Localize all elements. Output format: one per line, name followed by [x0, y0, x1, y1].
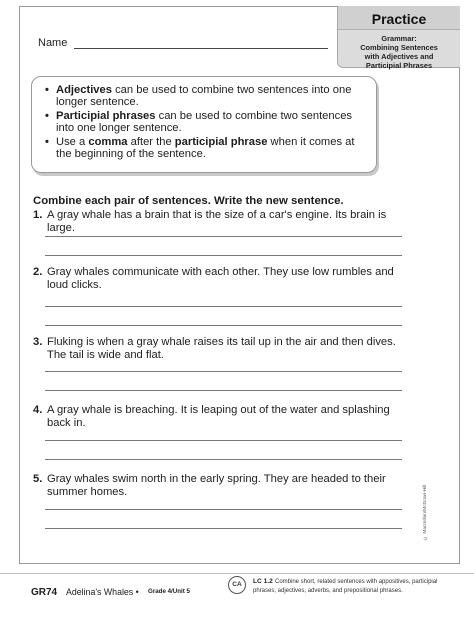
standard-description: Combine short, related sentences with appositives, participial phrases, adjectives, adverbs, and prepositional phrases.	[253, 579, 438, 594]
answer-line[interactable]	[45, 255, 402, 256]
question-4: 4. A gray whale is breaching. It is leaping out of the water and splashing back in.	[33, 404, 390, 430]
tip-comma: • Use a comma after the participial phrase when it comes at the beginning of the sentence.	[45, 135, 355, 161]
practice-label: Practice	[338, 6, 460, 30]
bullet-icon: •	[45, 84, 49, 96]
answer-line[interactable]	[45, 390, 402, 391]
answer-line[interactable]	[45, 528, 402, 529]
page-code: GR74	[31, 587, 58, 598]
question-3: 3. Fluking is when a gray whale raises its tail up in the air and then dives. The tail is wide and flat.	[33, 336, 396, 362]
tip-participial-phrases: • Participial phrases can be used to combine two sentences into one longer sentence.	[45, 109, 353, 135]
answer-line[interactable]	[45, 306, 402, 307]
question-5: 5. Gray whales swim north in the early spring. They are headed to their summer homes.	[33, 473, 386, 499]
answer-line[interactable]	[45, 459, 402, 460]
answer-line[interactable]	[45, 236, 402, 237]
unit-title: Adelina's Whales •	[66, 587, 139, 597]
name-label: Name	[38, 37, 68, 49]
answer-line[interactable]	[45, 371, 402, 372]
standard-code: LC 1.2	[253, 578, 273, 585]
answer-line[interactable]	[45, 325, 402, 326]
practice-tab	[337, 6, 460, 68]
directions: Combine each pair of sentences. Write the new sentence.	[33, 195, 344, 207]
bullet-icon: •	[45, 135, 49, 148]
ca-standard-badge-icon: CA	[228, 576, 246, 594]
name-row	[38, 37, 328, 51]
footer-divider	[0, 573, 474, 574]
bullet-icon: •	[45, 109, 49, 122]
tip-adjectives: • Adjectives can be used to combine two sentences into one longer sentence.	[45, 84, 352, 109]
question-2: 2. Gray whales communicate with each other. They use low rumbles and loud clicks.	[33, 266, 394, 292]
frame-top-border	[19, 6, 339, 7]
copyright-notice: © Macmillan/McGraw-Hill	[423, 484, 428, 540]
answer-line[interactable]	[45, 440, 402, 441]
answer-line[interactable]	[45, 509, 402, 510]
lesson-subtitle: Grammar: Combining Sentences with Adjectives and Participial Phrases	[360, 34, 438, 70]
name-write-line[interactable]	[74, 48, 328, 49]
question-1: 1. A gray whale has a brain that is the size of a car's engine. Its brain is large.	[33, 209, 387, 235]
grade-unit: Grade 4/Unit 5	[148, 588, 190, 595]
grammar-tips-box	[31, 76, 377, 173]
